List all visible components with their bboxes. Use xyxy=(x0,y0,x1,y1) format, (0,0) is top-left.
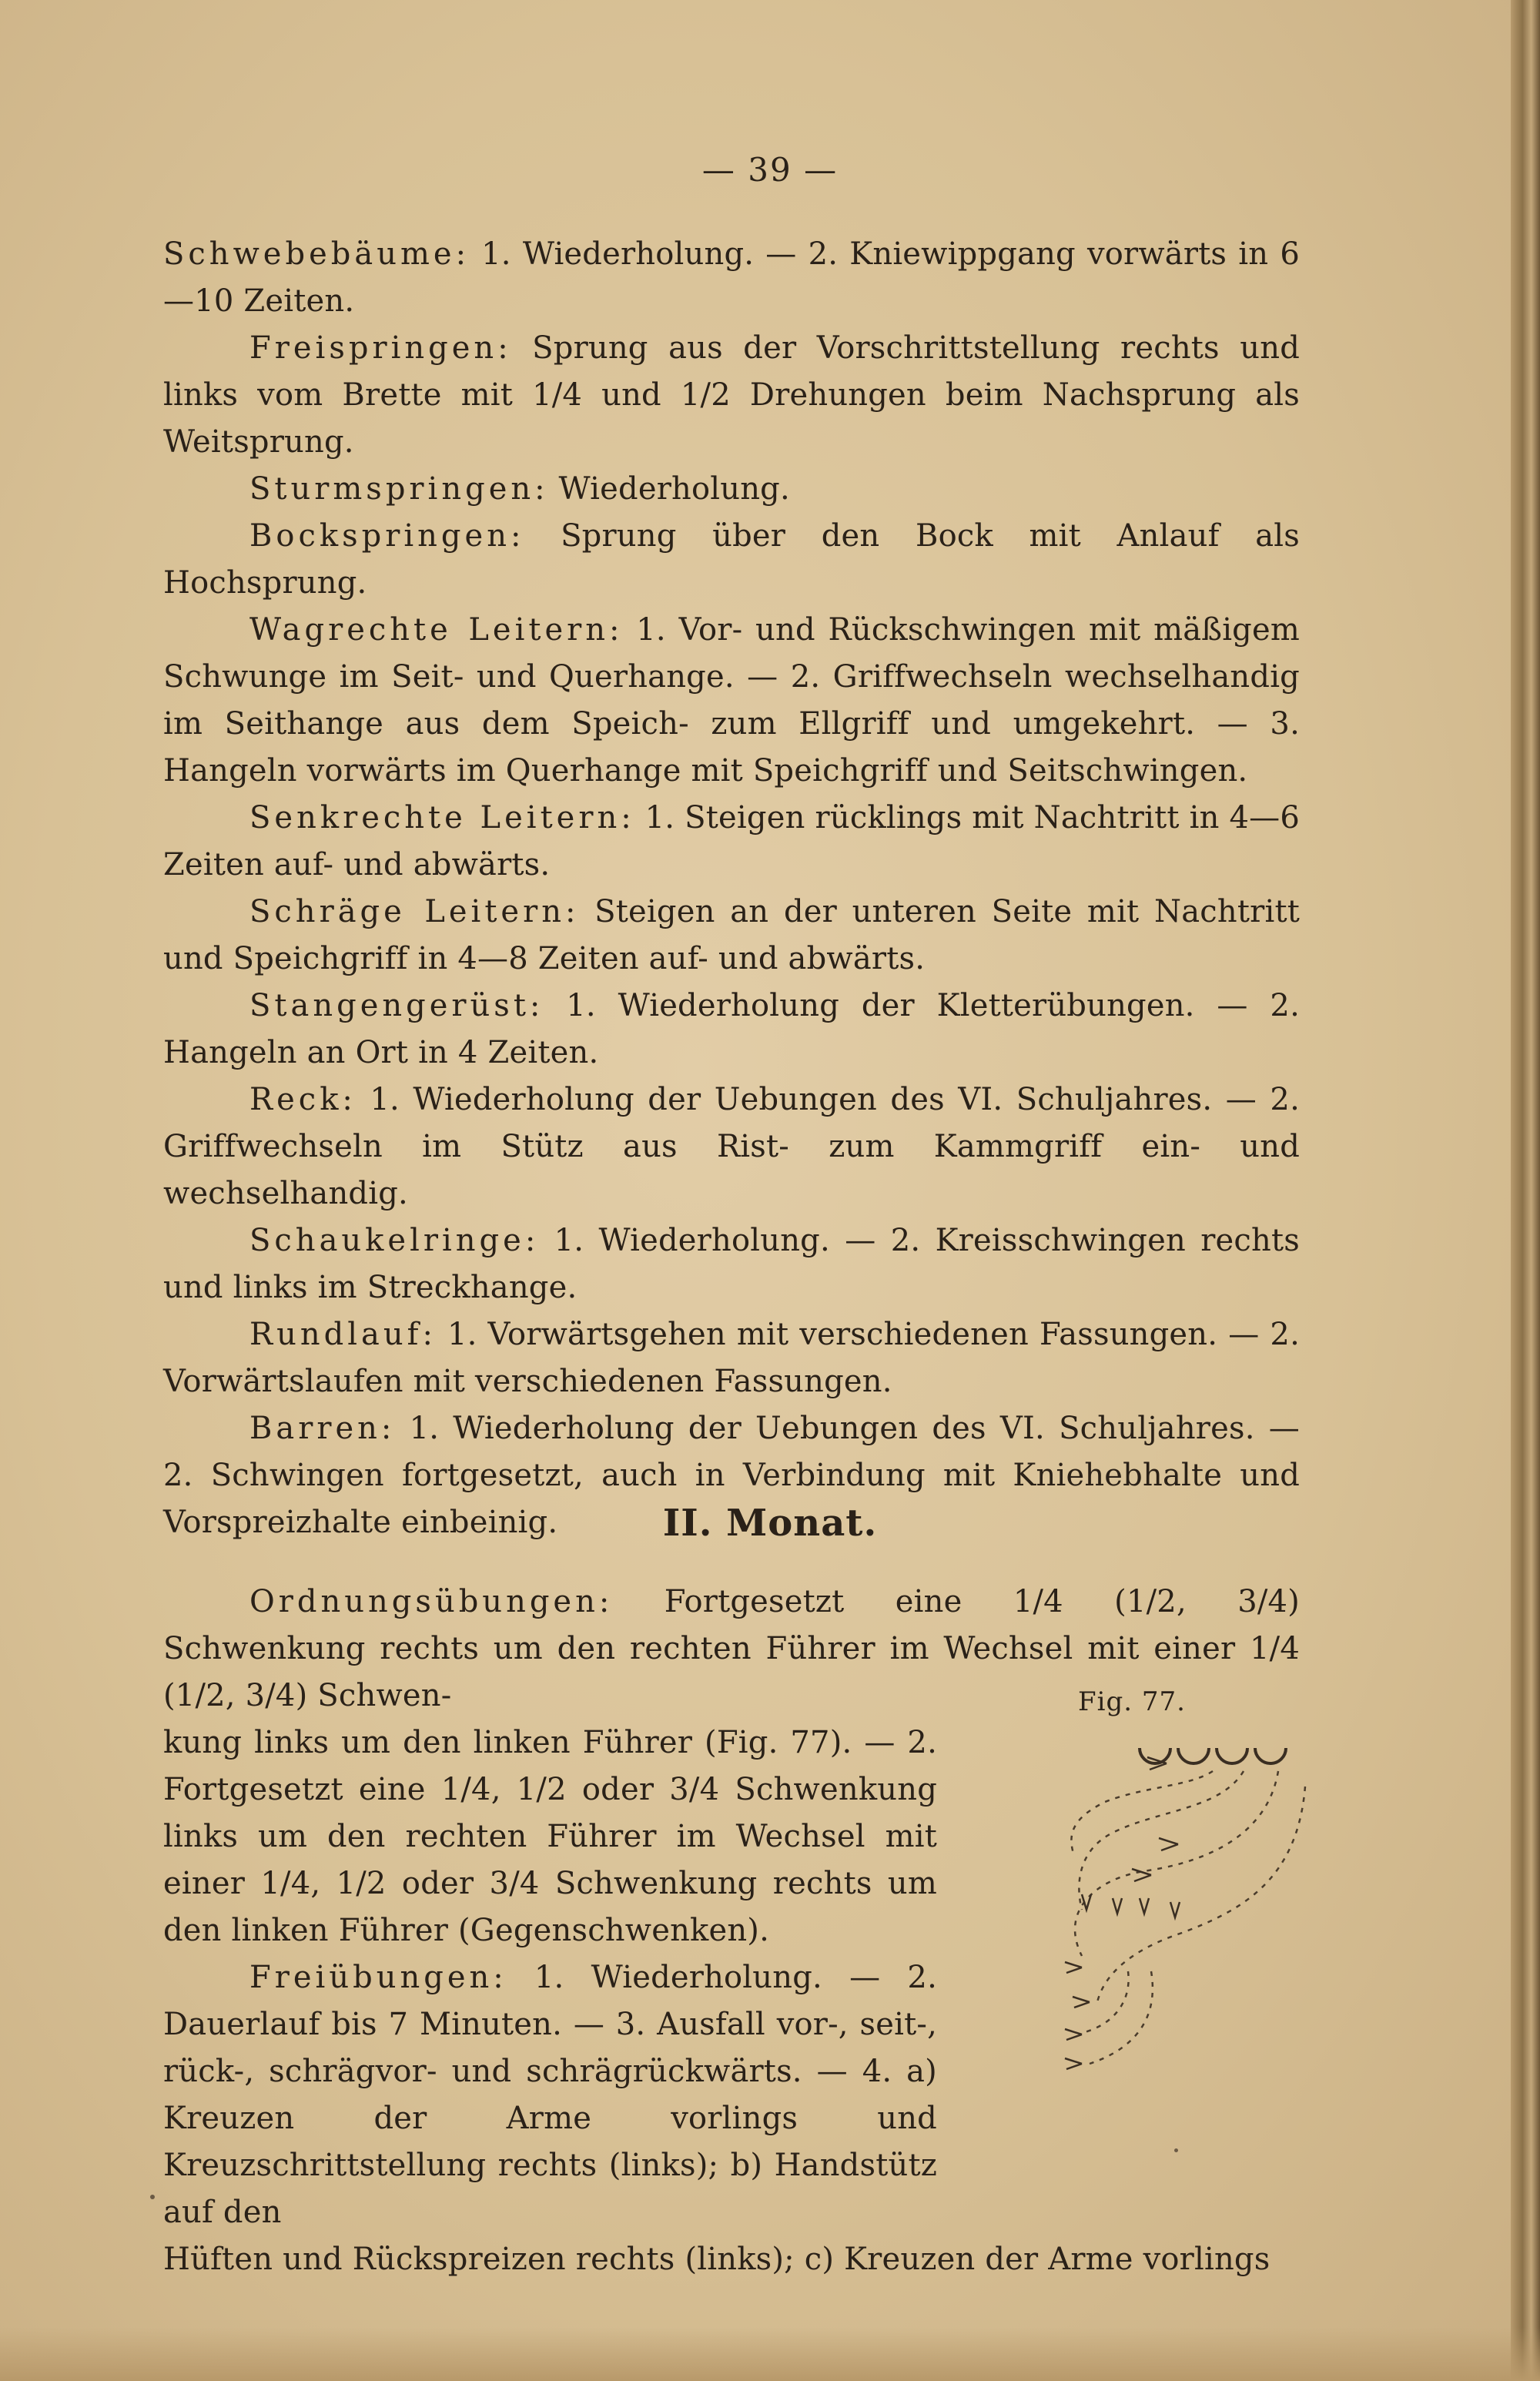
paragraph-text: Fortgesetzt eine 1/4 (1/2, 3/4) Schwenkung rechts um den rechten Führer im Wechsel mit einer 1/4 (1/2, 3/4) Schwen- xyxy=(163,1584,1300,1713)
paragraph-ordnung-wrapped: kung links um den linken Führer (Fig. 77). — 2. Fortgesetzt eine 1/4, 1/2 oder 3/4 Schwenkung links um den rechten Führer im Wechsel mit einer 1/4, 1/2 oder 3/4 Schwenkung rechts um den linken Führer (Gegenschwenken). xyxy=(163,1725,937,1948)
figure-person-3 xyxy=(1217,1748,1247,1763)
paragraph-text: 1. Wiederholung. — 2. Kreisschwingen rechts und links im Streckhange. xyxy=(163,1223,1300,1305)
lead-term: Schwebebäume: xyxy=(163,236,470,272)
lead-term: Freiübungen: xyxy=(249,1960,507,1995)
book-binding xyxy=(1511,0,1540,2381)
paragraph-stangengeruest xyxy=(163,983,1300,1077)
paragraph-bockspringen xyxy=(163,513,1300,607)
paragraph-text: Sprung über den Bock mit Anlauf als Hochsprung. xyxy=(163,518,1300,601)
figure-path-3 xyxy=(1071,1771,1213,1856)
paragraph-text: 1. Vorwärtsgehen mit verschiedenen Fassungen. — 2. Vorwärtslaufen mit verschiedenen Fassungen. xyxy=(163,1317,1300,1399)
figure-arrow-4 xyxy=(1065,1962,1082,1973)
lead-term: Freispringen: xyxy=(249,330,512,366)
lead-term: Ordnungsübungen: xyxy=(249,1584,614,1619)
lead-term: Bockspringen: xyxy=(249,518,525,554)
lead-term: Reck: xyxy=(249,1082,357,1117)
section-exercises-month-1 xyxy=(163,231,1300,1546)
paragraph-wagrechte-leitern xyxy=(163,607,1300,795)
figure-person-4 xyxy=(1255,1748,1286,1763)
print-speck xyxy=(1174,2148,1178,2152)
paragraph-text: Wiederholung. xyxy=(558,471,790,507)
page-bottom-edge xyxy=(0,2327,1540,2381)
paragraph-freiuebungen-wrapped xyxy=(163,1954,937,2236)
paragraph-reck xyxy=(163,1077,1300,1217)
figure-arrow-6 xyxy=(1065,2029,1082,2040)
paragraph-text: 1. Steigen rücklings mit Nachtritt in 4—6 Zeiten auf- und abwärts. xyxy=(163,800,1300,882)
figure-arrow-2 xyxy=(1159,1838,1178,1850)
figure-person-1 xyxy=(1140,1748,1170,1763)
lead-term: Schaukelringe: xyxy=(249,1223,540,1258)
figure-arrow-7 xyxy=(1065,2058,1082,2069)
figure-arrow-5 xyxy=(1073,1997,1090,2008)
figure-77-diagram xyxy=(966,1679,1328,2095)
lead-term: Wagrechte Leitern: xyxy=(249,612,624,648)
paragraph-text: 1. Wiederholung. — 2. Dauerlauf bis 7 Minuten. — 3. Ausfall vor-, seit-, rück-, schrägvor- und schrägrückwärts. — 4. a) Kreuzen der Arme vorlings und Kreuzschrittstellung rechts (links); b) Handstütz auf den xyxy=(163,1960,937,2230)
lead-term: Senkrechte Leitern: xyxy=(249,800,635,836)
lead-term: Sturmspringen: xyxy=(249,471,549,507)
figure-77 xyxy=(966,1679,1328,2095)
paragraph-text: Steigen an der unteren Seite mit Nachtritt und Speichgriff in 4—8 Zeiten auf- und abwärts. xyxy=(163,894,1300,976)
paragraph-rundlauf xyxy=(163,1311,1300,1405)
figure-caption: Fig. 77. xyxy=(1078,1686,1186,1717)
figure-path-1 xyxy=(1075,1771,1278,1956)
print-speck xyxy=(150,2195,155,2199)
section-heading: II. Monat. xyxy=(662,1502,878,1545)
figure-person-2 xyxy=(1178,1748,1209,1763)
paragraph-schwebebaeume xyxy=(163,231,1300,325)
paragraph-text: Sprung aus der Vorschrittstellung rechts und links vom Brette mit 1/4 und 1/2 Drehungen beim Nachsprung als Weitsprung. xyxy=(163,330,1300,460)
paragraph-text: 1. Wiederholung der Uebungen des VI. Schuljahres. — 2. Griffwechseln im Stütz aus Rist- zum Kammgriff ein- und wechselhandig. xyxy=(163,1082,1300,1211)
paragraph-text: 1. Wiederholung der Uebungen des VI. Schuljahres. — 2. Schwingen fortgesetzt, auch in Verbindung mit Kniehebhalte und Vorspreizhalte einbeinig. xyxy=(163,1411,1301,1540)
lead-term: Schräge Leitern: xyxy=(249,894,580,929)
paragraph-freispringen xyxy=(163,325,1300,466)
paragraph-text: 1. Vor- und Rückschwingen mit mäßigem Schwunge im Seit- und Querhange. — 2. Griffwechseln wechselhandig im Seithange aus dem Speich- zum Ellgriff und umgekehrt. — 3. Hangeln vorwärts im Querhange mit Speichgriff und Seitschwingen. xyxy=(163,612,1300,789)
paragraph-schraege-leitern xyxy=(163,889,1300,983)
paragraph-text: 1. Wiederholung der Kletterübungen. — 2. Hangeln an Ort in 4 Zeiten. xyxy=(163,988,1300,1070)
paragraph-sturmspringen xyxy=(163,466,1300,513)
figure-path-5 xyxy=(1090,1971,1153,2064)
figure-path-4 xyxy=(1097,1787,1305,2002)
paragraph-text: 1. Wiederholung. — 2. Kniewippgang vorwärts in 6—10 Zeiten. xyxy=(163,236,1300,319)
paragraph-senkrechte-leitern xyxy=(163,795,1300,889)
page-number: — 39 — xyxy=(701,151,839,189)
figure-marks xyxy=(1082,1894,1180,1917)
lead-term: Barren: xyxy=(249,1411,396,1446)
lead-term: Stangengerüst: xyxy=(249,988,544,1023)
paragraph-freiuebungen-full: Hüften und Rückspreizen rechts (links); c) Kreuzen der Arme vorlings xyxy=(163,2242,1270,2277)
paragraph-schaukelringe xyxy=(163,1217,1300,1311)
lead-term: Rundlauf: xyxy=(249,1317,437,1352)
figure-path-2 xyxy=(1079,1771,1244,1910)
